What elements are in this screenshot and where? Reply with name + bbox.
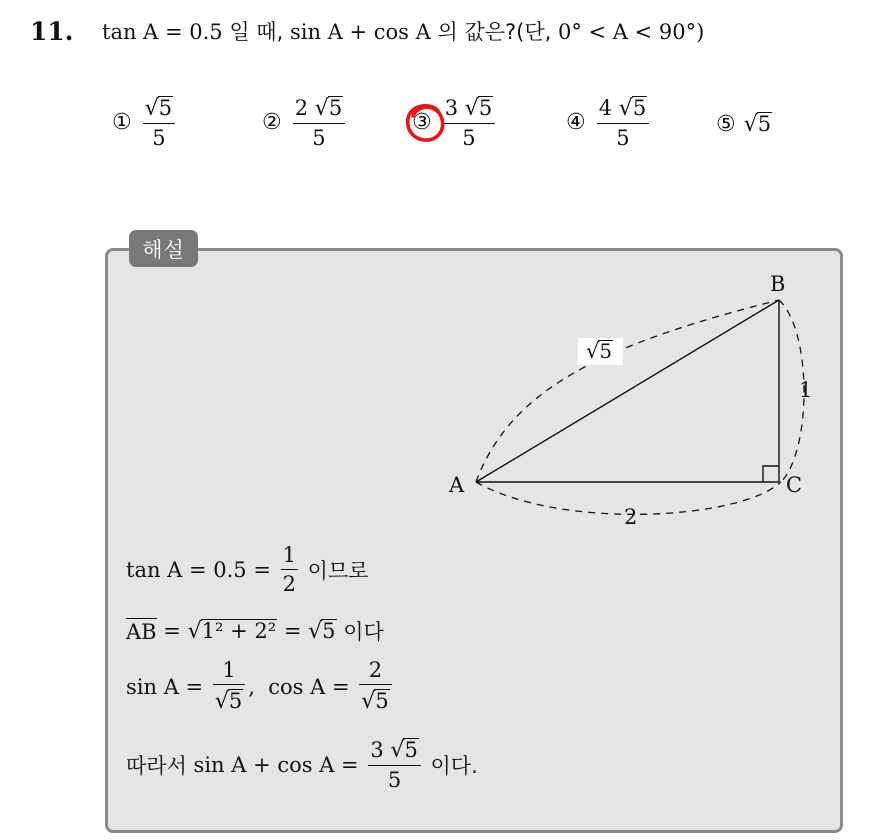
solution-line-2 (126, 616, 384, 646)
choice-3-mark-glyph: ③ (412, 110, 432, 136)
line2-radicand-2: 5 (322, 618, 336, 643)
answer-choices (0, 96, 884, 156)
solution-line-4 (126, 738, 478, 791)
question-stem-b: 일 때, (222, 20, 290, 44)
question-text (102, 16, 704, 46)
side-ac-label: 2 (624, 505, 638, 529)
choice-2-fraction: $\frac{2 √5}{5}$ (293, 96, 346, 149)
line2-suffix: 이다 (336, 620, 384, 644)
choice-3-radicand: 5 (478, 96, 493, 120)
side-bc-label: 1 (799, 378, 813, 402)
choice-3-mark (412, 110, 432, 135)
line2-equals: = (156, 619, 188, 643)
choice-5[interactable] (716, 112, 772, 137)
question-line (30, 14, 704, 48)
line1-numerator: 1 (282, 543, 296, 567)
choice-3-fraction: $\frac{3 √5}{5}$ (443, 96, 496, 149)
choice-1-denominator: 5 (143, 123, 175, 149)
vertex-b-label: B (770, 272, 786, 296)
solution-line-3 (126, 660, 395, 713)
line1-lhs: tan A = 0.5 = (126, 558, 278, 582)
choice-3-denominator: 5 (443, 123, 496, 149)
line4-radicand: 5 (404, 738, 418, 762)
choice-1-fraction: $\frac{√5}{5}$ (143, 96, 175, 149)
selection-circle-icon (404, 101, 448, 145)
segment-ab: AB (126, 620, 157, 644)
question-stem-d: 의 값은?(단, (430, 20, 558, 44)
choice-4-coefficient: 4 (598, 96, 613, 120)
choice-4[interactable] (566, 96, 652, 149)
choice-4-denominator: 5 (597, 123, 650, 149)
line4-prefix: 따라서 (126, 753, 194, 778)
line2-sqrt: √1² + 2² (187, 618, 277, 644)
line2-radicand: 1² + 2² (201, 618, 277, 643)
line3-sin-fraction: $\frac{1}{√5}$ (213, 660, 245, 713)
choice-2[interactable] (262, 96, 348, 149)
line4-coefficient: 3 (370, 738, 384, 762)
solution-line-1 (126, 545, 369, 595)
choice-2-denominator: 5 (293, 123, 346, 149)
line4-suffix: 이다. (423, 753, 478, 778)
choice-5-value: √5 (743, 112, 772, 137)
line3-comma: , (248, 674, 269, 699)
question-number: 11. (30, 16, 74, 46)
line1-denominator: 2 (281, 569, 298, 595)
hypotenuse-radicand: 5 (599, 339, 613, 363)
solution-tag: 해설 (129, 230, 198, 267)
choice-5-radicand: 5 (757, 112, 772, 136)
question-stem-f: ) (696, 20, 705, 44)
line4-expression: sin A + cos A = (193, 752, 366, 777)
line3-cos-denominator: 5 (375, 689, 389, 713)
line3-cos: cos A = (268, 674, 357, 699)
choice-2-mark: ② (262, 110, 282, 136)
choice-1-mark: ① (112, 110, 132, 136)
choice-1[interactable] (112, 96, 178, 149)
line3-sin: sin A = (126, 674, 210, 699)
choice-4-radicand: 5 (632, 96, 647, 120)
question-stem-e: 0° < A < 90° (557, 20, 697, 44)
choice-3-coefficient: 3 (444, 96, 459, 120)
choice-2-radicand: 5 (328, 96, 343, 120)
choice-4-mark: ④ (566, 110, 586, 136)
line3-sin-denominator: 5 (228, 689, 243, 713)
question-stem-a: tan A = 0.5 (102, 20, 223, 44)
line2-equals-2: = (277, 619, 309, 643)
line3-cos-numerator: 2 (368, 658, 383, 682)
hypotenuse-label: √5 (578, 338, 623, 365)
choice-5-mark: ⑤ (716, 112, 736, 137)
choice-4-fraction: $\frac{4 √5}{5}$ (597, 96, 650, 149)
choice-2-coefficient: 2 (294, 96, 309, 120)
line1-fraction (281, 545, 298, 595)
vertex-a-label: A (449, 473, 465, 497)
line4-fraction: $\frac{3 √5}{5}$ (368, 738, 421, 791)
line3-cos-fraction: $\frac{2}{√5}$ (359, 660, 391, 713)
line4-denominator: 5 (368, 765, 421, 791)
choice-1-radicand: 5 (158, 96, 173, 120)
line1-suffix: 이므로 (301, 559, 369, 583)
choice-3[interactable] (412, 96, 498, 149)
vertex-c-label: C (786, 473, 803, 497)
question-stem-c: sin A + cos A (289, 20, 431, 44)
line2-sqrt-2: √5 (308, 618, 336, 644)
line3-sin-numerator: 1 (222, 658, 236, 682)
